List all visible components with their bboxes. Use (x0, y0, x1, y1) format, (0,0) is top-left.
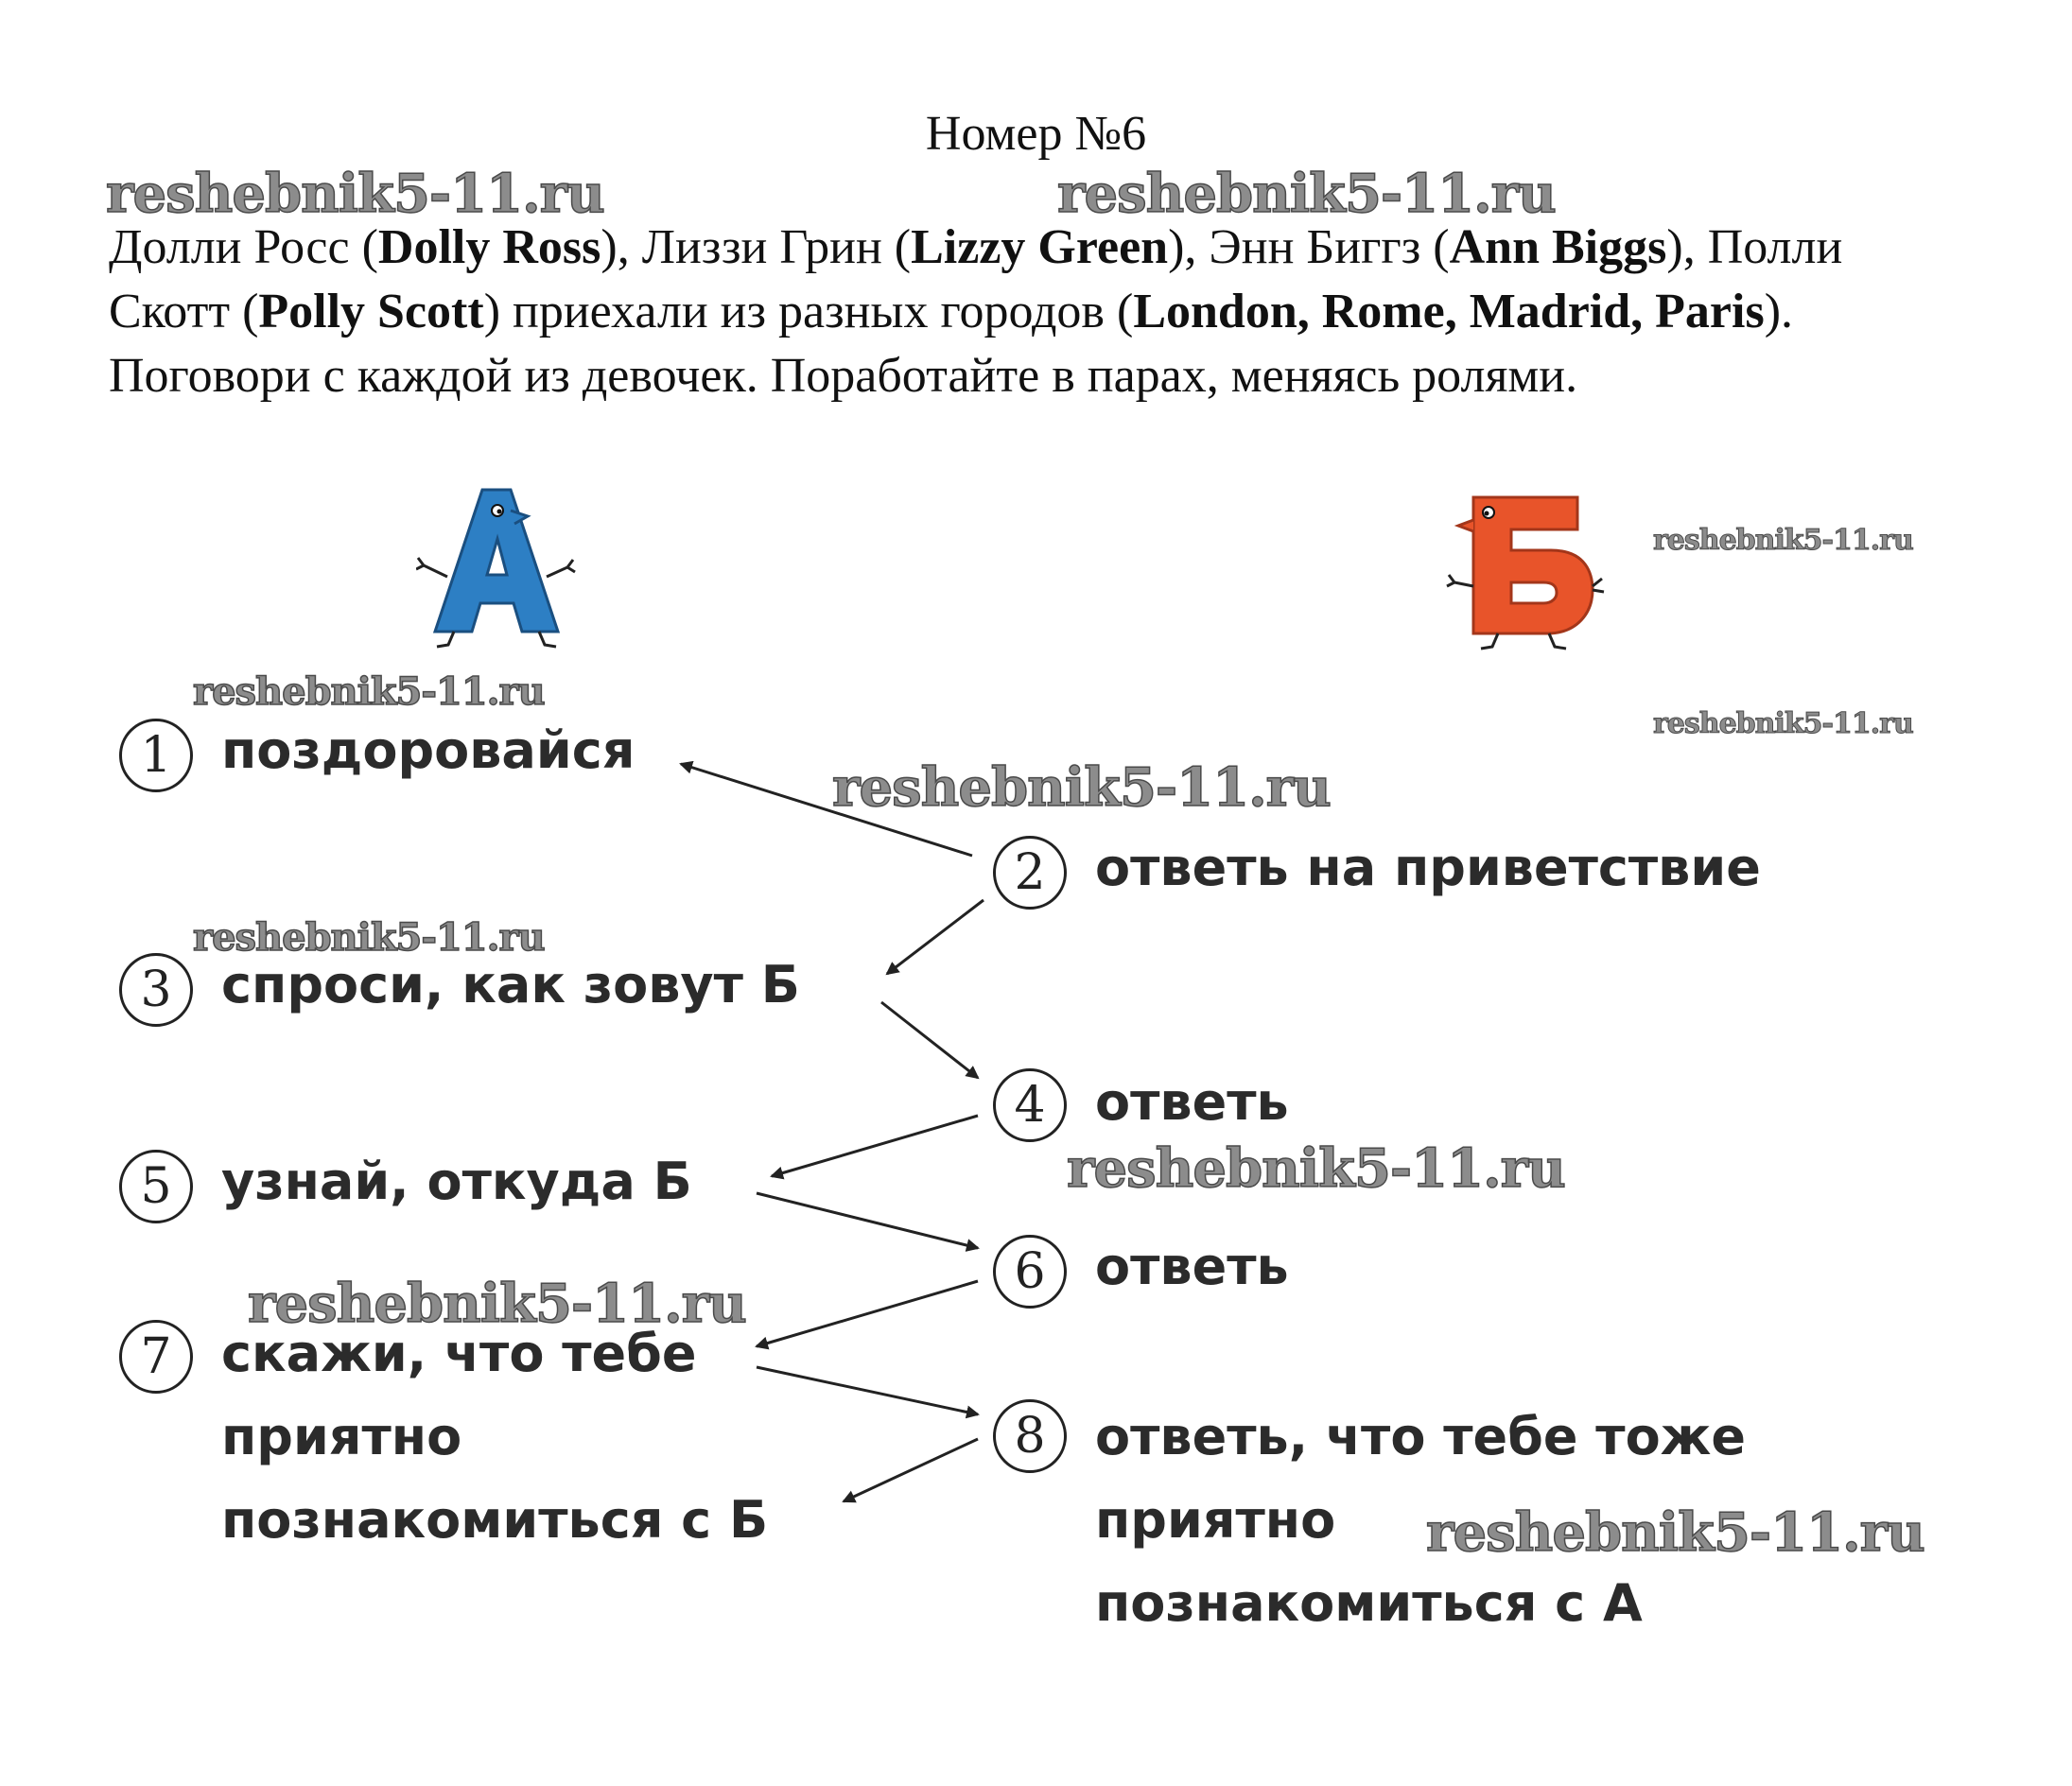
step-5-text: узнай, откуда Б (221, 1152, 692, 1211)
step-number-badge: 5 (119, 1150, 193, 1223)
watermark: reshebnik5-11.ru (1057, 163, 1556, 225)
arrow-4-to-5 (772, 1116, 978, 1176)
step-3-text: спроси, как зовут Б (221, 955, 800, 1014)
arrow-8-to-7b (844, 1439, 978, 1501)
watermark: reshebnik5-11.ru (1067, 1137, 1565, 1200)
step-number-badge: 1 (119, 719, 193, 792)
watermark: reshebnik5-11.ru (832, 756, 1331, 819)
task-description: Долли Росс (Dolly Ross), Лиззи Грин (Lizzy Green), Энн Биггз (Ann Biggs), Полли Скотт (Polly Scott) приехали из разных городов (London, Rome, Madrid, Paris). Поговори с каждой из девочек. Поработайте в парах, меняясь ролями. (109, 220, 1843, 403)
step-6-text: ответь (1095, 1237, 1289, 1296)
name-polly-scott: Polly Scott (258, 285, 484, 338)
step-number-badge: 6 (993, 1235, 1067, 1309)
step-number-badge: 3 (119, 953, 193, 1027)
step-2-text: ответь на приветствие (1095, 838, 1761, 897)
step-number-badge: 2 (993, 836, 1067, 910)
arrow-3-to-4 (881, 1002, 978, 1078)
watermark: reshebnik5-11.ru (193, 669, 545, 714)
step-7-text: скажи, что тебе приятно познакомиться с Б (221, 1324, 769, 1550)
arrow-5-to-6 (757, 1193, 978, 1248)
step-8-text: ответь, что тебе тоже приятно познакомиться с А (1095, 1407, 1747, 1633)
name-dolly-ross: Dolly Ross (377, 220, 601, 274)
city-list: London, Rome, Madrid, Paris (1133, 285, 1765, 338)
watermark: reshebnik5-11.ru (248, 1273, 746, 1335)
arrow-2-to-1 (681, 764, 972, 856)
step-number-badge: 8 (993, 1399, 1067, 1473)
step-1-text: поздоровайся (221, 720, 636, 780)
name-lizzy-green: Lizzy Green (911, 220, 1169, 274)
step-number-badge: 7 (119, 1320, 193, 1394)
step-4-text: ответь (1095, 1072, 1289, 1132)
watermark: reshebnik5-11.ru (106, 163, 604, 225)
watermark: reshebnik5-11.ru (1653, 707, 1913, 740)
arrow-6-to-7 (757, 1281, 978, 1346)
step-number-badge: 4 (993, 1068, 1067, 1142)
arrow-2-to-3 (887, 900, 984, 974)
watermark: reshebnik5-11.ru (1653, 524, 1913, 557)
watermark: reshebnik5-11.ru (1426, 1501, 1924, 1564)
watermark: reshebnik5-11.ru (193, 915, 545, 960)
page-title: Номер №6 (925, 107, 1147, 161)
arrow-7-to-8 (757, 1367, 978, 1414)
name-ann-biggs: Ann Biggs (1449, 220, 1667, 274)
